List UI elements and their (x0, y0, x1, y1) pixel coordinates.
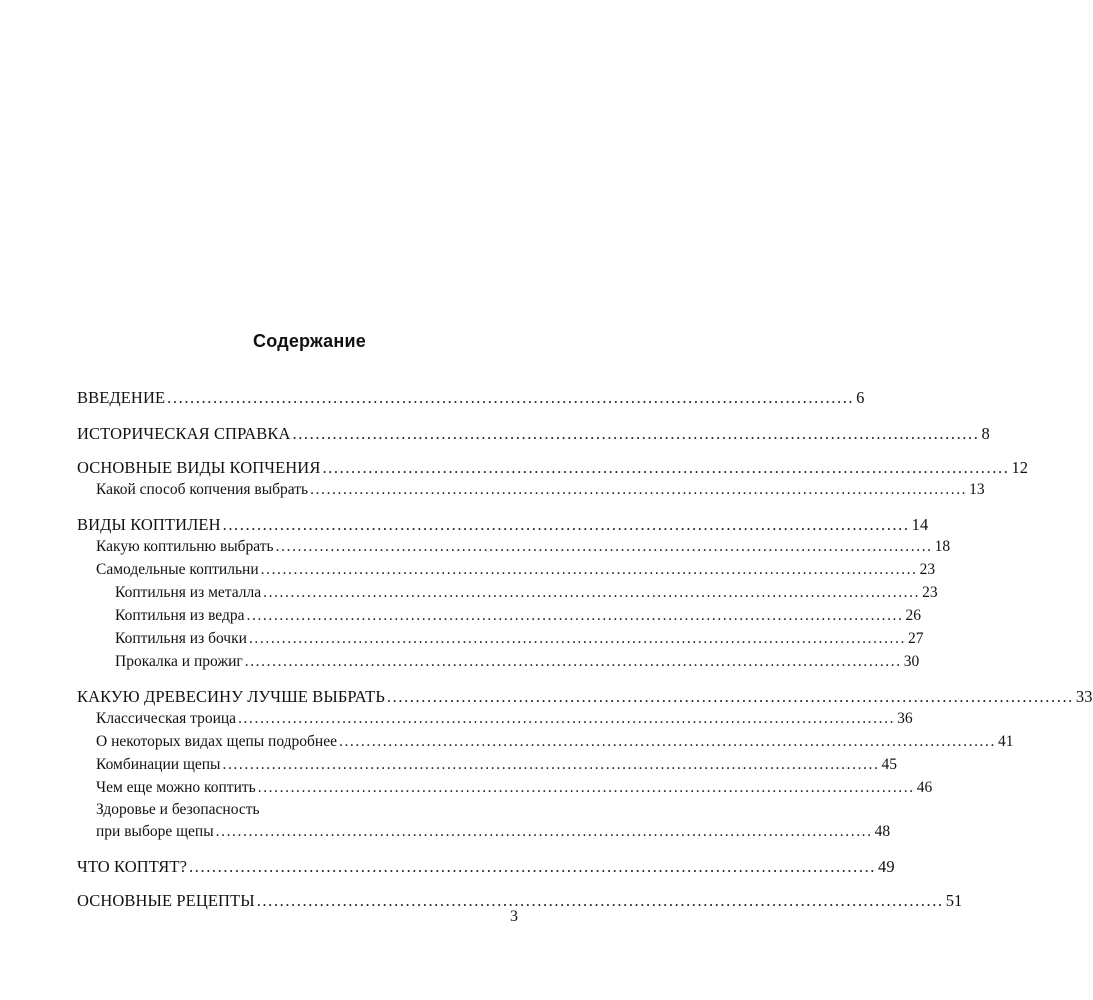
leader-dots: ........................................................................................................................ (189, 857, 877, 876)
toc-entry[interactable] (77, 857, 895, 877)
toc-entry-label: Самодельные коптильни (96, 561, 259, 578)
leader-dots: ........................................................................................................................ (338, 733, 996, 750)
leader-dots: ........................................................................................................................ (222, 515, 910, 534)
leader-dots: ........................................................................................................................ (257, 779, 915, 796)
leader-dots: ........................................................................................................................ (248, 630, 906, 647)
toc-entry-page: 8 (981, 424, 990, 443)
toc-entry[interactable] (77, 458, 1029, 478)
toc-subsubentry[interactable] (115, 584, 938, 604)
toc-subentry[interactable] (96, 561, 936, 581)
leader-dots: ........................................................................................................................ (263, 584, 921, 601)
toc-entry-page: 27 (907, 630, 924, 647)
leader-dots: ........................................................................................................................ (238, 710, 896, 727)
toc-entry-label: ВИДЫ КОПТИЛЕН (77, 515, 221, 534)
toc-entry-page: 26 (905, 607, 921, 624)
toc-title: Содержание (253, 331, 366, 351)
toc-entry-label: ИСТОРИЧЕСКАЯ СПРАВКА (77, 424, 291, 443)
leader-dots: ........................................................................................................................ (275, 538, 933, 555)
page-number: 3 (510, 908, 518, 925)
toc-entry-page: 6 (856, 388, 865, 407)
toc-entry[interactable] (77, 687, 1093, 707)
toc-entry-label: Какой способ копчения выбрать (96, 481, 309, 498)
toc-entry[interactable] (77, 388, 865, 408)
toc-entry[interactable] (77, 891, 963, 911)
leader-dots: ........................................................................................................................ (386, 687, 1074, 706)
toc-subentry[interactable] (96, 779, 933, 799)
toc-entry-page: 45 (881, 756, 897, 773)
toc-entry-label: Комбинации щепы (96, 756, 221, 773)
toc-entry-label: ЧТО КОПТЯТ? (77, 857, 188, 876)
leader-dots: ........................................................................................................................ (260, 561, 918, 578)
toc-entry-page: 13 (969, 481, 985, 498)
leader-dots: ........................................................................................................................ (292, 424, 980, 443)
toc-entry-label: Какую коптильню выбрать (96, 538, 274, 555)
toc-entry-page: 51 (945, 891, 963, 910)
toc-subentry[interactable] (96, 481, 985, 501)
toc-entry-label: Коптильня из бочки (115, 630, 247, 647)
leader-dots: ........................................................................................................................ (246, 607, 904, 624)
toc-entry-label: ОСНОВНЫЕ ВИДЫ КОПЧЕНИЯ (77, 458, 321, 477)
toc-entry-page: 49 (878, 857, 895, 876)
toc-entry-page: 36 (897, 710, 913, 727)
leader-dots: ........................................................................................................................ (215, 823, 873, 840)
toc-entry-page: 48 (874, 823, 891, 840)
toc-subentry[interactable] (96, 538, 951, 558)
toc-subentry[interactable] (96, 733, 1014, 753)
leader-dots: ........................................................................................................................ (256, 891, 944, 910)
toc-entry-page: 33 (1075, 687, 1093, 706)
toc-entry-label: КАКУЮ ДРЕВЕСИНУ ЛУЧШЕ ВЫБРАТЬ (77, 687, 385, 706)
toc-entry-page: 14 (911, 515, 929, 534)
toc-subsubentry[interactable] (115, 630, 924, 650)
toc-subentry[interactable] (96, 710, 913, 730)
toc-subentry-first-line: Здоровье и безопасность (96, 801, 260, 818)
toc-entry-page: 30 (903, 653, 920, 670)
toc-entry-label: Чем еще можно коптить (96, 779, 256, 796)
toc-entry-label: Коптильня из металла (115, 584, 262, 601)
toc-entry-page: 12 (1011, 458, 1029, 477)
toc-subentry[interactable] (96, 823, 891, 843)
toc-entry-page: 23 (922, 584, 938, 601)
toc-entry-label: Коптильня из ведра (115, 607, 245, 624)
toc-entry-page: 46 (916, 779, 933, 796)
toc-subentry[interactable] (96, 756, 897, 776)
toc-entry-label: Классическая троица (96, 710, 237, 727)
toc-entry-label: ОСНОВНЫЕ РЕЦЕПТЫ (77, 891, 255, 910)
leader-dots: ........................................................................................................................ (167, 388, 855, 407)
toc-entry-page: 23 (919, 561, 936, 578)
leader-dots: ........................................................................................................................ (244, 653, 902, 670)
toc-entry-label: ВВЕДЕНИЕ (77, 388, 166, 407)
leader-dots: ........................................................................................................................ (222, 756, 880, 773)
leader-dots: ........................................................................................................................ (322, 458, 1010, 477)
toc-entry-page: 18 (934, 538, 951, 555)
toc-entry-label: О некоторых видах щепы подробнее (96, 733, 337, 750)
toc-subsubentry[interactable] (115, 607, 921, 627)
toc-entry-label: Прокалка и прожиг (115, 653, 243, 670)
leader-dots: ........................................................................................................................ (310, 481, 968, 498)
toc-entry[interactable] (77, 424, 990, 444)
toc-entry[interactable] (77, 515, 929, 535)
toc-entry-page: 41 (997, 733, 1014, 750)
toc-subsubentry[interactable] (115, 653, 920, 673)
toc-entry-label: при выборе щепы (96, 823, 214, 840)
